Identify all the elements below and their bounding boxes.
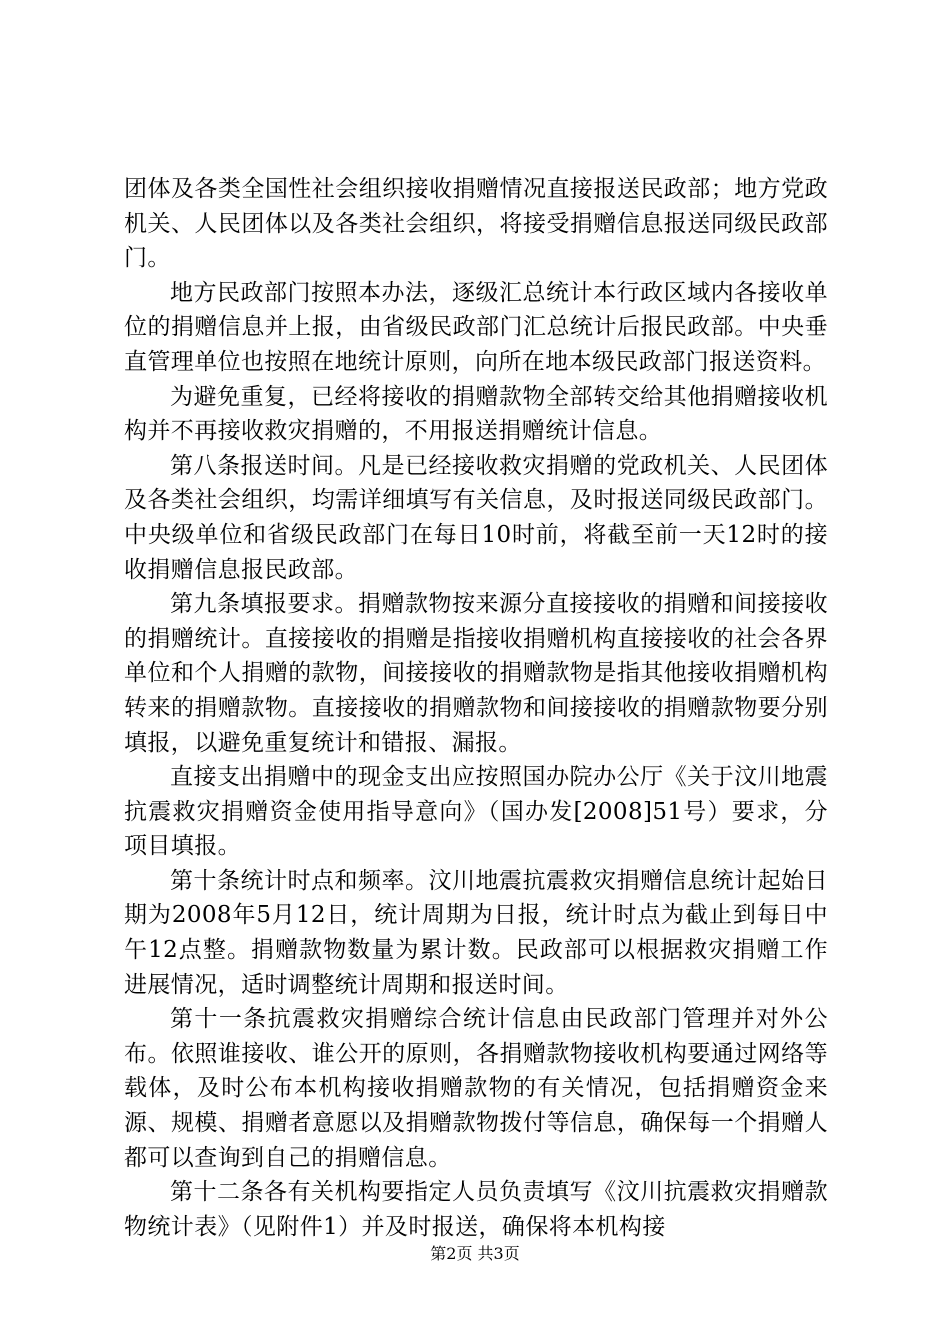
paragraph: 为避免重复，已经将接收的捐赠款物全部转交给其他捐赠接收机构并不再接收救灾捐赠的，不用报送捐赠统计信息。 — [124, 383, 828, 445]
paragraph-article-10: 第十条统计时点和频率。汶川地震抗震救灾捐赠信息统计起始日期为2008年5月12日，统计周期为日报，统计时点为截止到每日中午12点整。捐赠款物数量为累计数。民政部可以根据救灾捐赠工作进展情况，适时调整统计周期和报送时间。 — [124, 867, 828, 998]
paragraph-article-11: 第十一条抗震救灾捐赠综合统计信息由民政部门管理并对外公布。依照谁接收、谁公开的原则，各捐赠款物接收机构要通过网络等载体，及时公布本机构接收捐赠款物的有关情况，包括捐赠资金来源、规模、捐赠者意愿以及捐赠款物拨付等信息，确保每一个捐赠人都可以查询到自己的捐赠信息。 — [124, 1006, 828, 1171]
paragraph: 地方民政部门按照本办法，逐级汇总统计本行政区域内各接收单位的捐赠信息并上报，由省级民政部门汇总统计后报民政部。中央垂直管理单位也按照在地统计原则，向所在地本级民政部门报送资料。 — [124, 279, 828, 375]
paragraph-article-9: 第九条填报要求。捐赠款物按来源分直接接收的捐赠和间接接收的捐赠统计。直接接收的捐赠是指接收捐赠机构直接接收的社会各界单位和个人捐赠的款物，间接接收的捐赠款物是指其他接收捐赠机构转来的捐赠款物。直接接收的捐赠款物和间接接收的捐赠款物要分别填报，以避免重复统计和错报、漏报。 — [124, 591, 828, 756]
paragraph: 直接支出捐赠中的现金支出应按照国办院办公厅《关于汶川地震抗震救灾捐赠资金使用指导意向》（国办发[2008]51号）要求，分项目填报。 — [124, 764, 828, 860]
paragraph-continuation: 团体及各类全国性社会组织接收捐赠情况直接报送民政部；地方党政机关、人民团体以及各类社会组织，将接受捐赠信息报送同级民政部门。 — [124, 176, 828, 272]
paragraph-article-12: 第十二条各有关机构要指定人员负责填写《汶川抗震救灾捐赠款物统计表》（见附件1）并及时报送，确保将本机构接 — [124, 1179, 828, 1240]
document-body — [124, 172, 828, 1244]
paragraph-article-8: 第八条报送时间。凡是已经接收救灾捐赠的党政机关、人民团体及各类社会组织，均需详细填写有关信息，及时报送同级民政部门。中央级单位和省级民政部门在每日10时前，将截至前一天12时的接收捐赠信息报民政部。 — [124, 452, 828, 583]
page-number-footer: 第2页 共3页 — [430, 1244, 520, 1263]
